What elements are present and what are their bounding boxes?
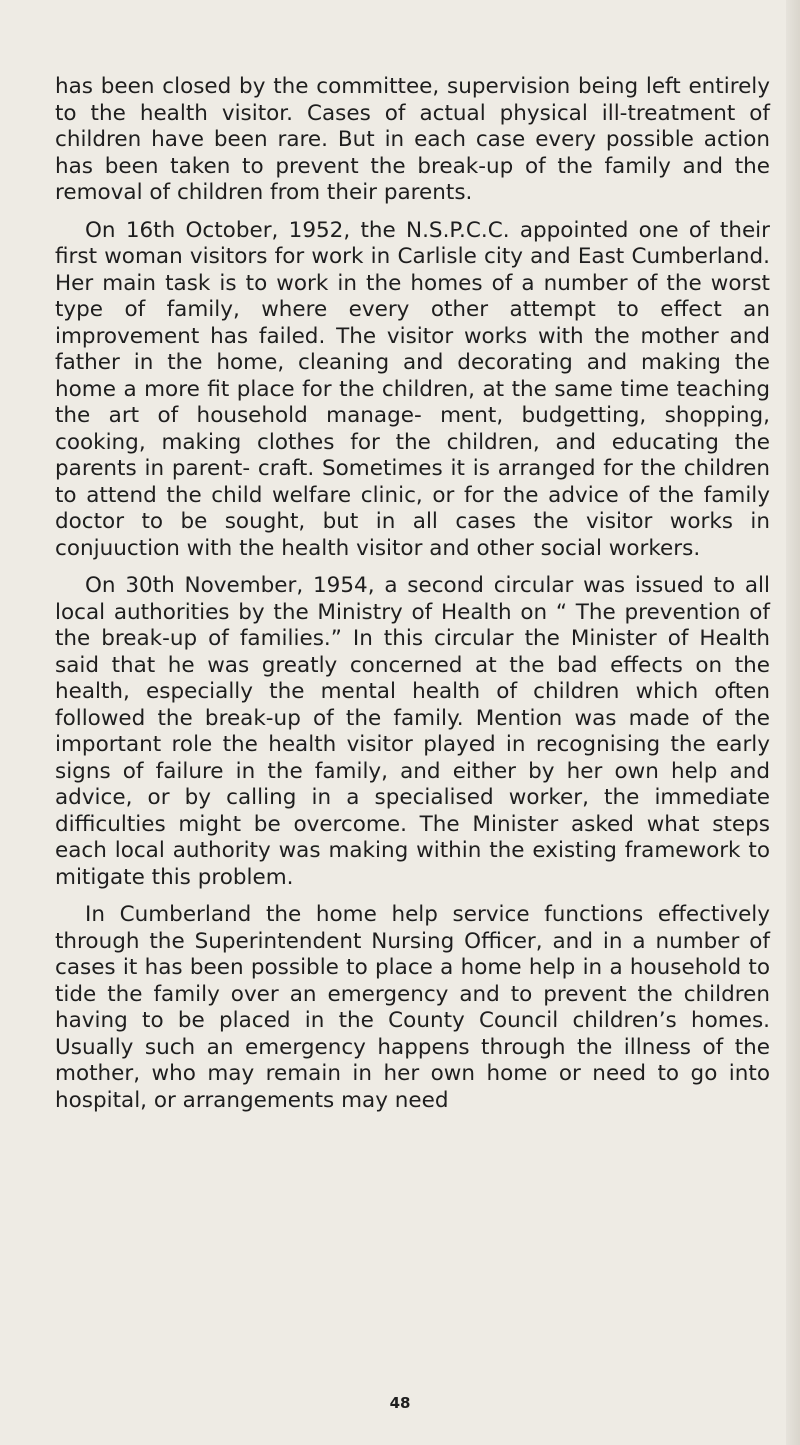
page-edge-shadow	[786, 0, 800, 1445]
paragraph-ministry-circular: On 30th November, 1954, a second circular was issued to all local authorities by the Ministry of Health on “ The prevention of the break-up of families.” In this circular the Minister of Health said that he was greatly concerned at the bad effects on the health, especially the mental health of children which often followed the break-up of the family. Mention was made of the important role the health visitor played in recognising the early signs of failure in the family, and either by her own help and advice, or by calling in a specialised worker, the immediate difficulties might be overcome. The Minister asked what steps each local authority was making within the existing framework to mitigate this problem.	[55, 573, 770, 890]
body-text	[55, 74, 770, 1114]
paragraph-home-help-service: In Cumberland the home help service functions effectively through the Superintendent Nursing Officer, and in a number of cases it has been possible to place a home help in a household to tide the family over an emergency and to prevent the children having to be placed in the County Council children’s homes. Usually such an emergency happens through the illness of the mother, who may remain in her own home or need to go into hospital, or arrangements may need	[55, 902, 770, 1113]
paragraph-nspcc-visitor: On 16th October, 1952, the N.S.P.C.C. appointed one of their first woman visitors for work in Carlisle city and East Cumberland. Her main task is to work in the homes of a number of the worst type of family, where every other attempt to effect an improvement has failed. The visitor works with the mother and father in the home, cleaning and decorating and making the home a more fit place for the children, at the same time teaching the art of household manage- ment, budgetting, shopping, cooking, making clothes for the children, and educating the parents in parent- craft. Sometimes it is arranged for the children to attend the child welfare clinic, or for the advice of the family doctor to be sought, but in all cases the visitor works in conjuuction with the health visitor and other social workers.	[55, 217, 770, 561]
paragraph-continuation: has been closed by the committee, supervision being left entirely to the health visitor. Cases of actual physical ill-treatment of children have been rare. But in each case every possible action has been taken to prevent the break-up of the family and the removal of children from their parents.	[55, 74, 770, 205]
page-number: 48	[389, 1394, 411, 1412]
